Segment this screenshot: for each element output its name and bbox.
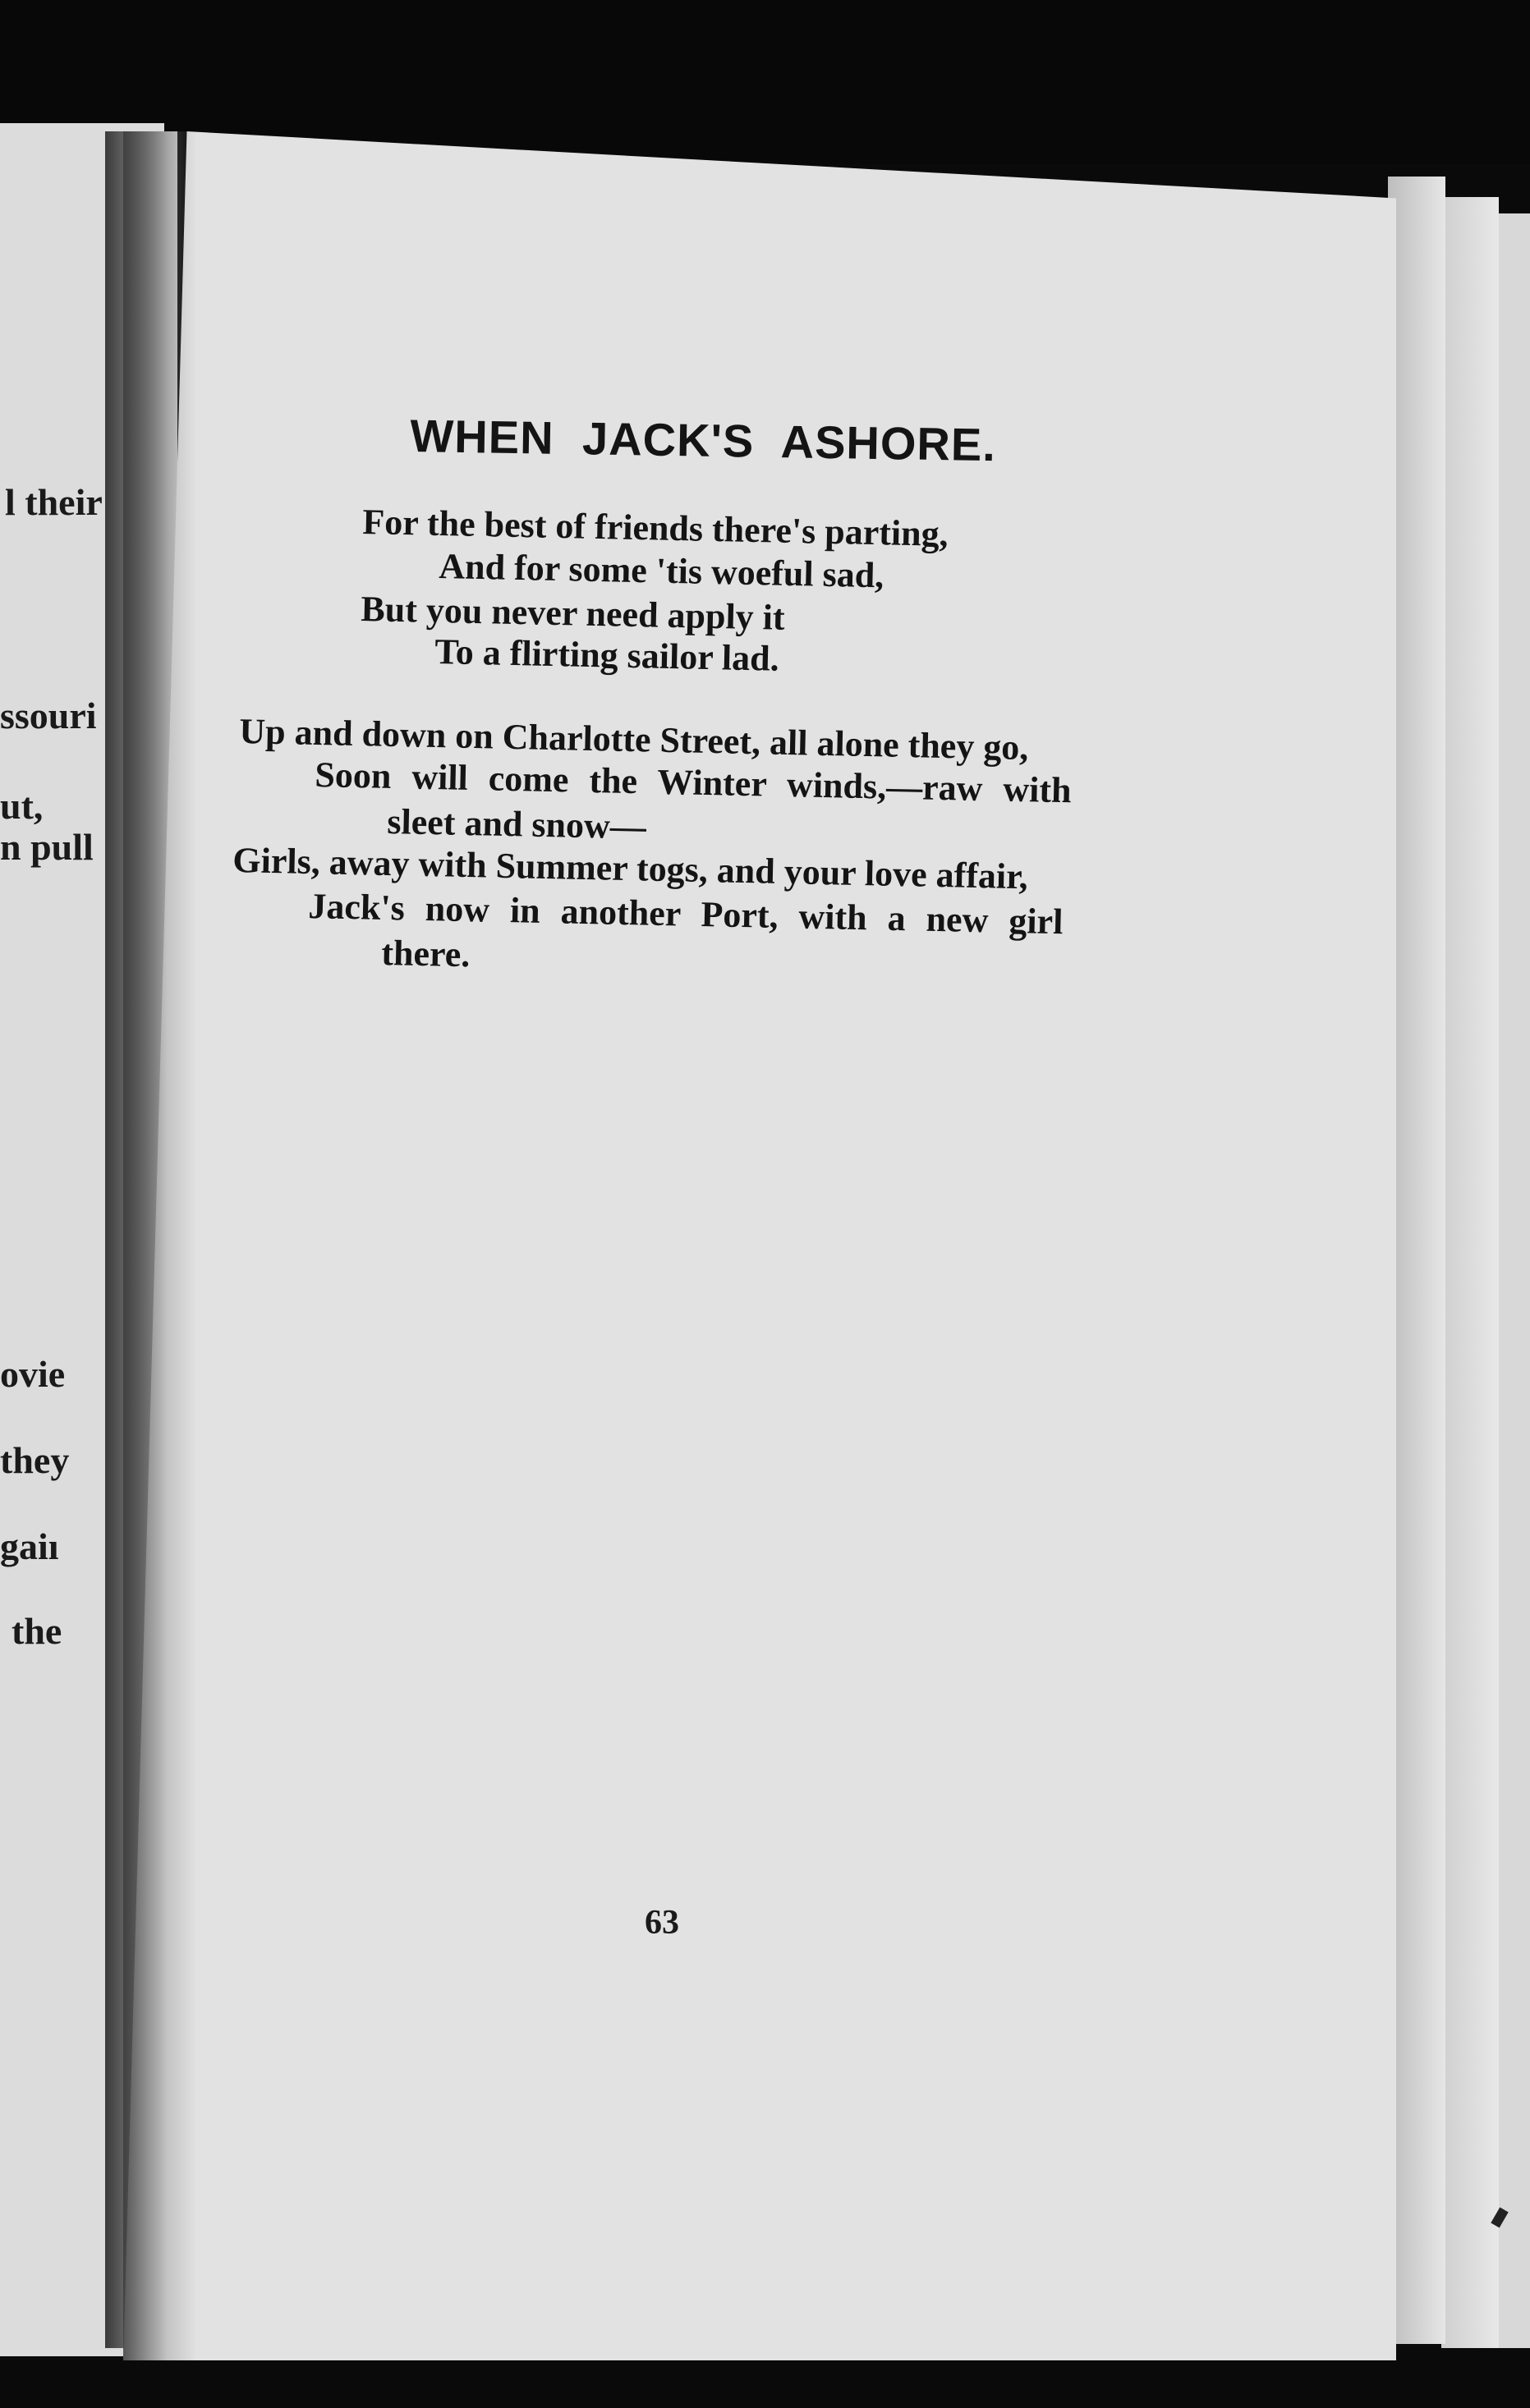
- poem-line: But you never need apply it: [360, 588, 786, 638]
- left-page-fragment: ut,: [0, 785, 44, 827]
- left-page-fragment: l their: [5, 481, 103, 523]
- poem-line: To a flirting sailor lad.: [434, 631, 780, 679]
- page-number: 63: [645, 1904, 679, 1942]
- left-page-fragment: ovie: [0, 1353, 66, 1395]
- page-edge: [1495, 213, 1530, 2348]
- poem-line: Up and down on Charlotte Street, all alone they go,: [238, 710, 1029, 768]
- poem-line: Jack's now in another Port, with a new girl: [307, 885, 1064, 943]
- poem-line: Soon will come the Winter winds,—raw with: [314, 754, 1073, 811]
- page-shadow: [123, 131, 197, 2360]
- poem-line: For the best of friends there's parting,: [361, 501, 949, 554]
- poem-line: And for some 'tis woeful sad,: [438, 545, 884, 596]
- poem-line: there.: [380, 932, 471, 975]
- poem-title: WHEN JACK'S ASHORE.: [409, 409, 997, 471]
- page-edge: [1388, 177, 1445, 2344]
- left-page-fragment: the: [11, 1610, 62, 1652]
- left-page-fragment: gaiı: [0, 1525, 59, 1567]
- page-edge: [1441, 197, 1499, 2348]
- left-page-fragment: they: [0, 1439, 70, 1481]
- left-page-fragment: n pull: [0, 826, 94, 868]
- poem-line: sleet and snow—: [386, 800, 647, 847]
- left-page-fragment: ssouri: [0, 695, 97, 736]
- poem-line: Girls, away with Summer togs, and your love affair,: [232, 839, 1029, 897]
